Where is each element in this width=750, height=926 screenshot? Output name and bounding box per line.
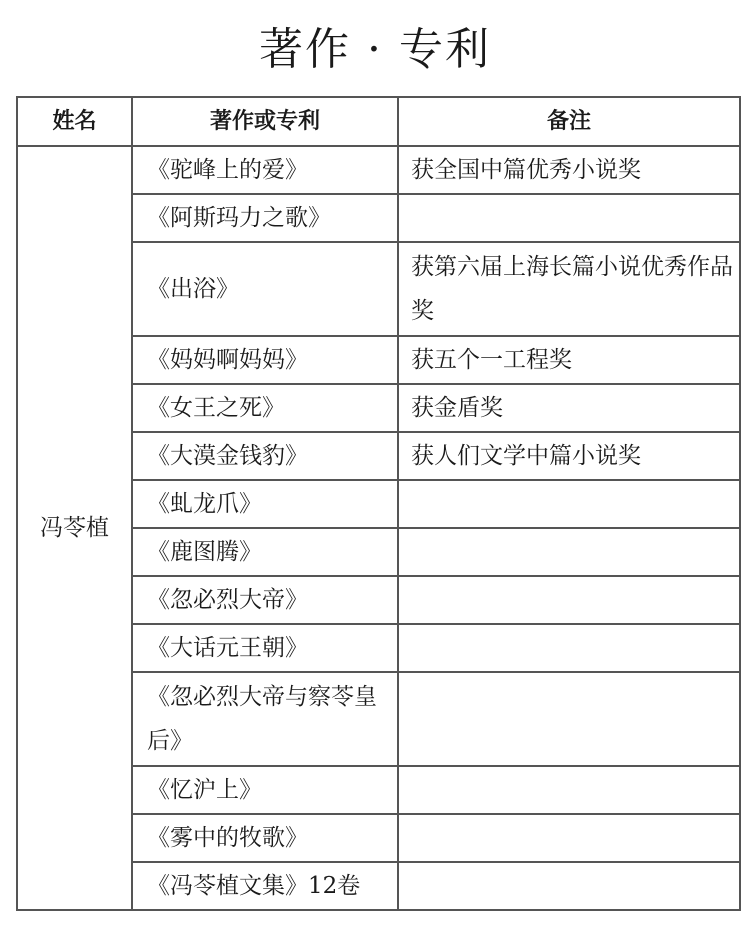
note-cell: 获金盾奖 bbox=[398, 384, 740, 432]
note-cell: 获全国中篇优秀小说奖 bbox=[398, 146, 740, 194]
table-row bbox=[17, 146, 740, 194]
works-table bbox=[16, 96, 741, 911]
table-header-row bbox=[17, 97, 740, 146]
document-title: 著作 · 专利 bbox=[259, 24, 491, 75]
work-cell: 《鹿图腾》 bbox=[132, 528, 398, 576]
note-cell: 获五个一工程奖 bbox=[398, 336, 740, 384]
work-cell: 《女王之死》 bbox=[132, 384, 398, 432]
work-cell: 《忆沪上》 bbox=[132, 766, 398, 814]
note-cell bbox=[398, 576, 740, 624]
header-note: 备注 bbox=[398, 97, 740, 146]
work-cell: 《驼峰上的爱》 bbox=[132, 146, 398, 194]
header-work: 著作或专利 bbox=[132, 97, 398, 146]
work-cell: 《大话元王朝》 bbox=[132, 624, 398, 672]
work-cell: 《妈妈啊妈妈》 bbox=[132, 336, 398, 384]
work-cell: 《出浴》 bbox=[132, 242, 398, 336]
note-cell bbox=[398, 814, 740, 862]
note-cell bbox=[398, 480, 740, 528]
work-cell: 《虬龙爪》 bbox=[132, 480, 398, 528]
work-cell: 《大漠金钱豹》 bbox=[132, 432, 398, 480]
note-cell bbox=[398, 528, 740, 576]
work-cell: 《冯苓植文集》12卷 bbox=[132, 862, 398, 910]
note-cell bbox=[398, 672, 740, 766]
work-cell: 《忽必烈大帝》 bbox=[132, 576, 398, 624]
work-cell: 《忽必烈大帝与察苓皇后》 bbox=[132, 672, 398, 766]
work-cell: 《雾中的牧歌》 bbox=[132, 814, 398, 862]
note-cell bbox=[398, 624, 740, 672]
note-cell: 获人们文学中篇小说奖 bbox=[398, 432, 740, 480]
note-cell bbox=[398, 194, 740, 242]
note-cell: 获第六届上海长篇小说优秀作品奖 bbox=[398, 242, 740, 336]
note-cell bbox=[398, 862, 740, 910]
work-cell: 《阿斯玛力之歌》 bbox=[132, 194, 398, 242]
author-name-cell: 冯苓植 bbox=[17, 146, 132, 910]
note-cell bbox=[398, 766, 740, 814]
header-name: 姓名 bbox=[17, 97, 132, 146]
